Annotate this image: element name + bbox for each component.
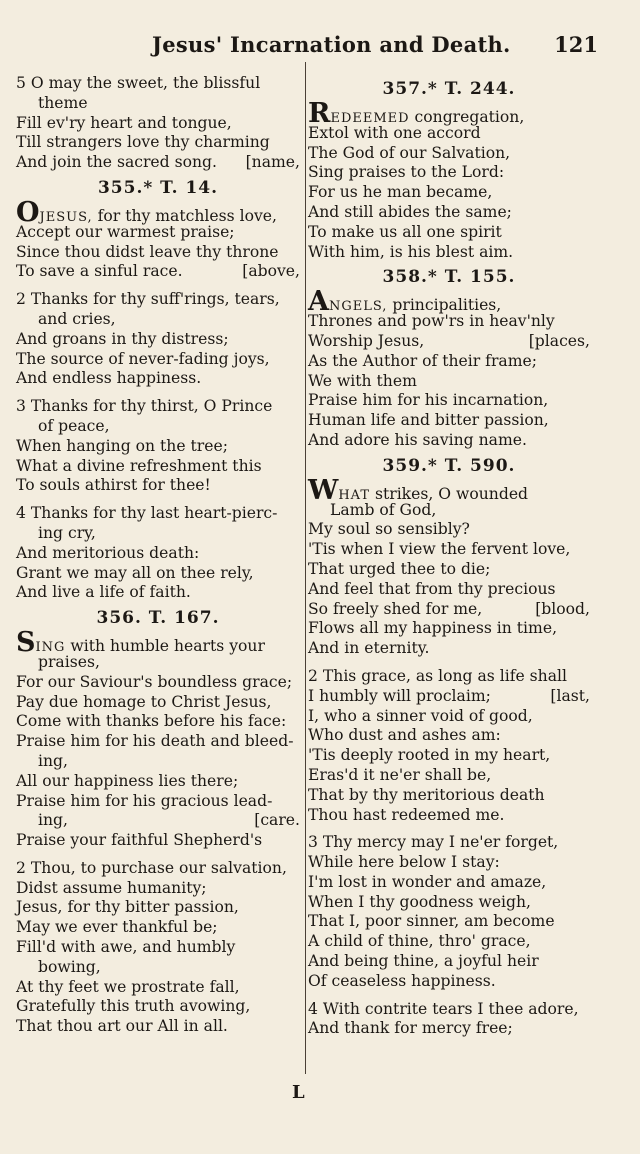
verse-line: What a divine refreshment this [16,456,262,475]
verse-line: REDEEMED congregation, [308,98,525,129]
verse-line: Of ceaseless happiness. [308,971,496,990]
verse-line: Sing praises to the Lord: [308,163,505,182]
drop-cap: O [16,196,40,228]
verse-line: praises, [38,652,100,671]
verse-line: So freely shed for me, [blood, [308,599,590,618]
verse-line: Thou hast redeemed me. [308,805,505,824]
page-number: 121 [554,32,598,57]
hymn-heading: 355.* T. 14. [97,177,219,198]
running-title: Jesus' Incarnation and Death. [152,32,511,57]
verse-line: And endless happiness. [16,369,202,388]
hymn-355-verse-3 [16,397,300,496]
hymn-358-verse-1 [308,286,590,450]
verse-line: Praise him for his gracious lead- [16,791,273,810]
verse-line: theme [38,93,88,112]
verse-line: of peace, [38,416,110,435]
verse-line: 'Tis when I view the fervent love, [308,540,571,559]
verse-line: That I, poor sinner, am become [308,912,555,931]
verse-line: And join the sacred song. [name, [16,153,300,172]
hymn-355-verse-4 [16,504,300,603]
verse-line: And groans in thy distress; [16,329,229,348]
verse-line: Praise your faithful Shepherd's [16,831,263,850]
hymn-355-verse-2 [16,290,300,389]
verse-line: And feel that from thy precious [308,579,556,598]
verse-line: The God of our Salvation, [308,143,511,162]
verse-line: A child of thine, thro' grace, [308,932,531,951]
verse-line: 4 Thanks for thy last heart-pierc- [16,504,278,523]
hymn-heading: 358.* T. 155. [382,267,516,288]
verse-line: Gratefully this truth avowing, [16,997,251,1016]
verse-line: 2 This grace, as long as life shall [308,666,567,685]
verse-line: Who dust and ashes am: [308,726,501,745]
verse-line: ing, [care. [38,811,300,830]
verse-line: And meritorious death: [16,543,200,562]
verse-line: Human life and bitter passion, [308,411,549,430]
verse-line: Pay due homage to Christ Jesus, [16,692,272,711]
verse-line: When I thy goodness weigh, [308,892,532,911]
verse-line: 2 Thanks for thy suff'rings, tears, [16,290,280,309]
verse-line: We with them [308,371,417,390]
verse-line: Flows all my happiness in time, [308,619,558,638]
verse-line: 3 Thy mercy may I ne'er forget, [308,833,559,852]
verse-line: 4 With contrite tears I thee adore, [308,999,579,1018]
verse-line: May we ever thankful be; [16,918,218,937]
verse-line: ANGELS, principalities, [308,286,502,318]
verse-line: Praise him for his death and bleed- [16,732,294,751]
verse-line: Grant we may all on thee rely, [16,563,254,582]
hymn-356-verse-1 [16,627,300,851]
verse-line: I humbly will proclaim; [last, [308,686,590,705]
verse-line: Come with thanks before his face: [16,712,287,731]
verse-line: To make us all one spirit [308,222,502,241]
drop-cap: S [16,627,36,659]
verse-line: With him, is his blest aim. [308,242,514,261]
hymn-356-verse-2 [16,859,300,1037]
hymn-heading: 357.* T. 244. [382,79,516,99]
verse-line: Fill ev'ry heart and tongue, [16,113,232,132]
hymn-357-verse-1 [308,98,590,262]
verse-line: And adore his saving name. [308,430,527,449]
hymn-359-verse-2 [308,667,590,825]
verse-line: Didst assume humanity; [16,878,207,897]
verse-line: And still abides the same; [308,202,512,221]
drop-cap: R [308,98,331,129]
hymn-359-verse-4 [308,1000,590,1040]
verse-line: And thank for mercy free; [308,1019,513,1038]
verse-line: To save a sinful race. [above, [16,262,300,281]
verse-line: While here below I stay: [308,853,500,872]
signature-mark: L [292,1082,305,1103]
drop-cap: W [308,474,339,506]
verse-line: Praise him for his incarnation, [308,391,549,410]
hymn-359-verse-3 [308,833,590,991]
verse-line: 2 Thou, to purchase our salvation, [16,858,287,877]
verse-line: I'm lost in wonder and amaze, [308,872,547,891]
verse-line: Worship Jesus, [places, [308,331,590,350]
verse-line: Thrones and pow'rs in heav'nly [308,312,555,331]
verse-line: Lamb of God, [330,500,437,519]
verse-line: My soul so sensibly? [308,520,470,539]
verse-line: The source of never-fading joys, [16,349,270,368]
verse-line: When hanging on the tree; [16,436,228,455]
hymn-355-verse-1 [16,196,300,282]
verse-line: 5 O may the sweet, the blissful [16,74,261,92]
verse-line: That by thy meritorious death [308,785,545,804]
verse-line: Jesus, for thy bitter passion, [16,898,239,917]
verse-line: Extol with one accord [308,123,481,142]
verse-line: That thou art our All in all. [16,1017,228,1036]
verse-line: SING with humble hearts your [16,627,265,659]
running-header [16,32,598,60]
hymn-heading: 359.* T. 590. [382,455,516,476]
verse-line: I, who a sinner void of good, [308,706,533,725]
drop-cap: A [308,286,329,318]
verse-line: 'Tis deeply rooted in my heart, [308,746,551,765]
verse-line: Since thou didst leave thy throne [16,242,279,261]
verse-line: and cries, [38,309,116,328]
right-column [308,74,590,1039]
column-divider [305,62,306,1074]
verse-line: ing cry, [38,523,96,542]
verse-line: And live a life of faith. [16,583,191,602]
hymn-heading: 356. T. 167. [96,608,220,629]
verse-line: 3 Thanks for thy thirst, O Prince [16,397,273,416]
verse-line: At thy feet we prostrate fall, [16,977,240,996]
verse-line: OJESUS, for thy matchless love, [16,196,277,228]
verse-line: Fill'd with awe, and humbly [16,938,236,957]
verse-line: ing, [38,751,68,770]
verse-line: That urged thee to die; [308,559,491,578]
verse-line: And in eternity. [308,639,430,658]
left-column [16,74,300,1037]
verse-line: WHAT strikes, O wounded [308,474,529,506]
verse-line: All our happiness lies there; [16,771,239,790]
verse-line: For us he man became, [308,183,493,202]
verse-line: And being thine, a joyful heir [308,952,539,971]
verse-line: To souls athirst for thee! [16,476,211,495]
verse-line: Eras'd it ne'er shall be, [308,765,492,784]
verse-line: bowing, [38,957,101,976]
verse-line: For our Saviour's boundless grace; [16,672,293,691]
verse-line: Accept our warmest praise; [16,222,235,241]
verse-line: As the Author of their frame; [308,351,537,370]
hymn-354-verse-5 [16,74,300,173]
hymn-359-verse-1 [308,474,590,659]
verse-line: Till strangers love thy charming [16,133,270,152]
